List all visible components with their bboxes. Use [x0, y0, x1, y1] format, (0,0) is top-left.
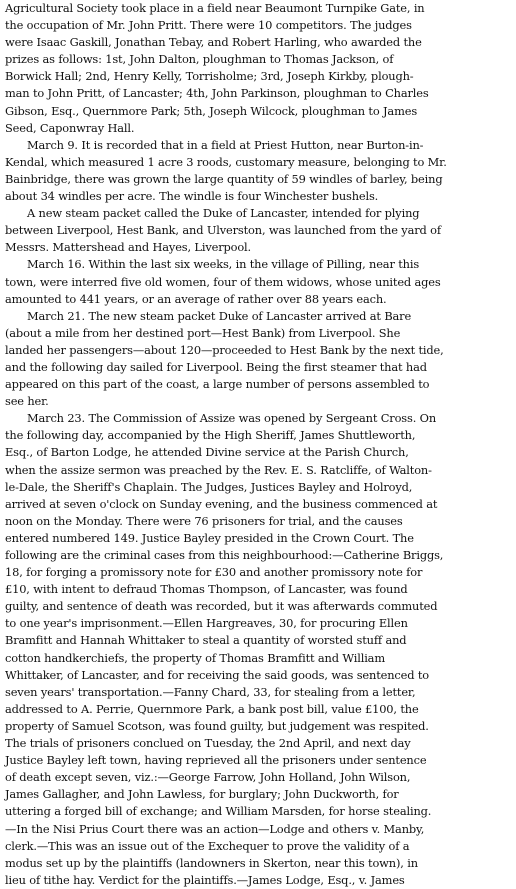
- text-line: property of Samuel Scotson, was found guilty, but judgement was respited.: [5, 718, 429, 733]
- text-line: £10, with intent to defraud Thomas Thompson, of Lancaster, was found: [5, 582, 408, 597]
- text-line: Agricultural Society took place in a field near Beaumont Turnpike Gate, in: [5, 1, 425, 15]
- text-line: town, were interred five old women, four of them widows, whose united ages: [5, 274, 441, 289]
- text-line: when the assize sermon was preached by the Rev. E. S. Ratcliffe, of Walton-: [5, 462, 432, 477]
- text-line: seven years' transportation.—Fanny Chard, 33, for stealing from a letter,: [5, 684, 416, 699]
- text-line: entered numbered 149. Justice Bayley presided in the Crown Court. The: [5, 530, 414, 545]
- text-line: modus set up by the plaintiffs (landowners in Skerton, near this town), in: [5, 855, 418, 870]
- paragraph-start-steam-packet: A new steam packet called the Duke of Lancaster, intended for plying: [27, 206, 420, 221]
- text-line: man to John Pritt, of Lancaster; 4th, John Parkinson, ploughman to Charles: [5, 86, 429, 101]
- text-line: Kendal, which measured 1 acre 3 roods, customary measure, belonging to Mr.: [5, 154, 447, 169]
- text-line: uttering a forged bill of exchange; and William Marsden, for horse stealing.: [5, 804, 432, 819]
- text-line: 18, for forging a promissory note for £30 and another promissory note for: [5, 565, 423, 580]
- text-line: Justice Bayley left town, having reprieved all the prisoners under sentence: [5, 753, 427, 768]
- paragraph-start-march-16: March 16. Within the last six weeks, in the village of Pilling, near this: [27, 257, 420, 272]
- text-line: and the following day sailed for Liverpool. Being the first steamer that had: [5, 359, 427, 374]
- text-line: Seed, Caponwray Hall.: [5, 120, 135, 135]
- text-line: —In the Nisi Prius Court there was an action—Lodge and others v. Manby,: [5, 821, 425, 836]
- text-line: addressed to A. Perrie, Quernmore Park, a bank post bill, value £100, the: [5, 701, 419, 716]
- text-line: prizes as follows: 1st, John Dalton, ploughman to Thomas Jackson, of: [5, 52, 394, 67]
- text-line: Borwick Hall; 2nd, Henry Kelly, Torrisholme; 3rd, Joseph Kirkby, plough-: [5, 69, 414, 84]
- text-line: see her.: [5, 394, 49, 409]
- paragraph-start-march-21: March 21. The new steam packet Duke of Lancaster arrived at Bare: [27, 308, 412, 323]
- text-line: le-Dale, the Sheriff's Chaplain. The Judges, Justices Bayley and Holroyd,: [5, 479, 413, 494]
- text-line: to one year's imprisonment.—Ellen Hargreaves, 30, for procuring Ellen: [5, 616, 408, 631]
- text-line: cotton handkerchiefs, the property of Thomas Bramfitt and William: [5, 650, 385, 665]
- text-line: Messrs. Mattershead and Hayes, Liverpool.: [5, 240, 252, 255]
- text-line: (about a mile from her destined port—Hest Bank) from Liverpool. She: [5, 325, 401, 340]
- text-line: amounted to 441 years, or an average of rather over 88 years each.: [5, 291, 387, 306]
- text-column: [5, 0, 508, 889]
- paragraph-start-march-23: March 23. The Commission of Assize was opened by Sergeant Cross. On: [27, 411, 437, 426]
- text-line: arrived at seven o'clock on Sunday evening, and the business commenced at: [5, 496, 438, 511]
- text-line: the following day, accompanied by the High Sheriff, James Shuttleworth,: [5, 428, 416, 443]
- text-line: Gibson, Esq., Quernmore Park; 5th, Joseph Wilcock, ploughman to James: [5, 103, 418, 118]
- text-line: Bainbridge, there was grown the large quantity of 59 windles of barley, being: [5, 171, 443, 186]
- text-line: Whittaker, of Lancaster, and for receiving the said goods, was sentenced to: [5, 667, 429, 682]
- paragraph-start-march-9: March 9. It is recorded that in a field at Priest Hutton, near Burton-in-: [27, 137, 424, 152]
- text-line: guilty, and sentence of death was recorded, but it was afterwards commuted: [5, 599, 438, 614]
- text-line: Esq., of Barton Lodge, he attended Divine service at the Parish Church,: [5, 445, 409, 460]
- text-line: Bramfitt and Hannah Whittaker to steal a quantity of worsted stuff and: [5, 633, 407, 648]
- text-line: landed her passengers—about 120—proceeded to Hest Bank by the next tide,: [5, 342, 444, 357]
- text-line: following are the criminal cases from this neighbourhood:—Catherine Briggs,: [5, 548, 444, 562]
- text-line: about 34 windles per acre. The windle is four Winchester bushels.: [5, 189, 379, 204]
- text-line: The trials of prisoners conclued on Tuesday, the 2nd April, and next day: [5, 736, 411, 751]
- text-line: of death except seven, viz.:—George Farrow, John Holland, John Wilson,: [5, 770, 411, 785]
- text-line: were Isaac Gaskill, Jonathan Tebay, and Robert Harling, who awarded the: [5, 35, 422, 50]
- text-line: clerk.—This was an issue out of the Exchequer to prove the validity of a: [5, 838, 410, 853]
- text-line: appeared on this part of the coast, a large number of persons assembled to: [5, 377, 430, 392]
- text-line: lieu of tithe hay. Verdict for the plaintiffs.—James Lodge, Esq., v. James: [5, 872, 405, 887]
- text-line: between Liverpool, Hest Bank, and Ulverston, was launched from the yard of: [5, 223, 441, 238]
- text-line: noon on the Monday. There were 76 prisoners for trial, and the causes: [5, 513, 403, 528]
- text-line: James Gallagher, and John Lawless, for burglary; John Duckworth, for: [5, 787, 399, 802]
- text-line: the occupation of Mr. John Pritt. There were 10 competitors. The judges: [5, 18, 412, 33]
